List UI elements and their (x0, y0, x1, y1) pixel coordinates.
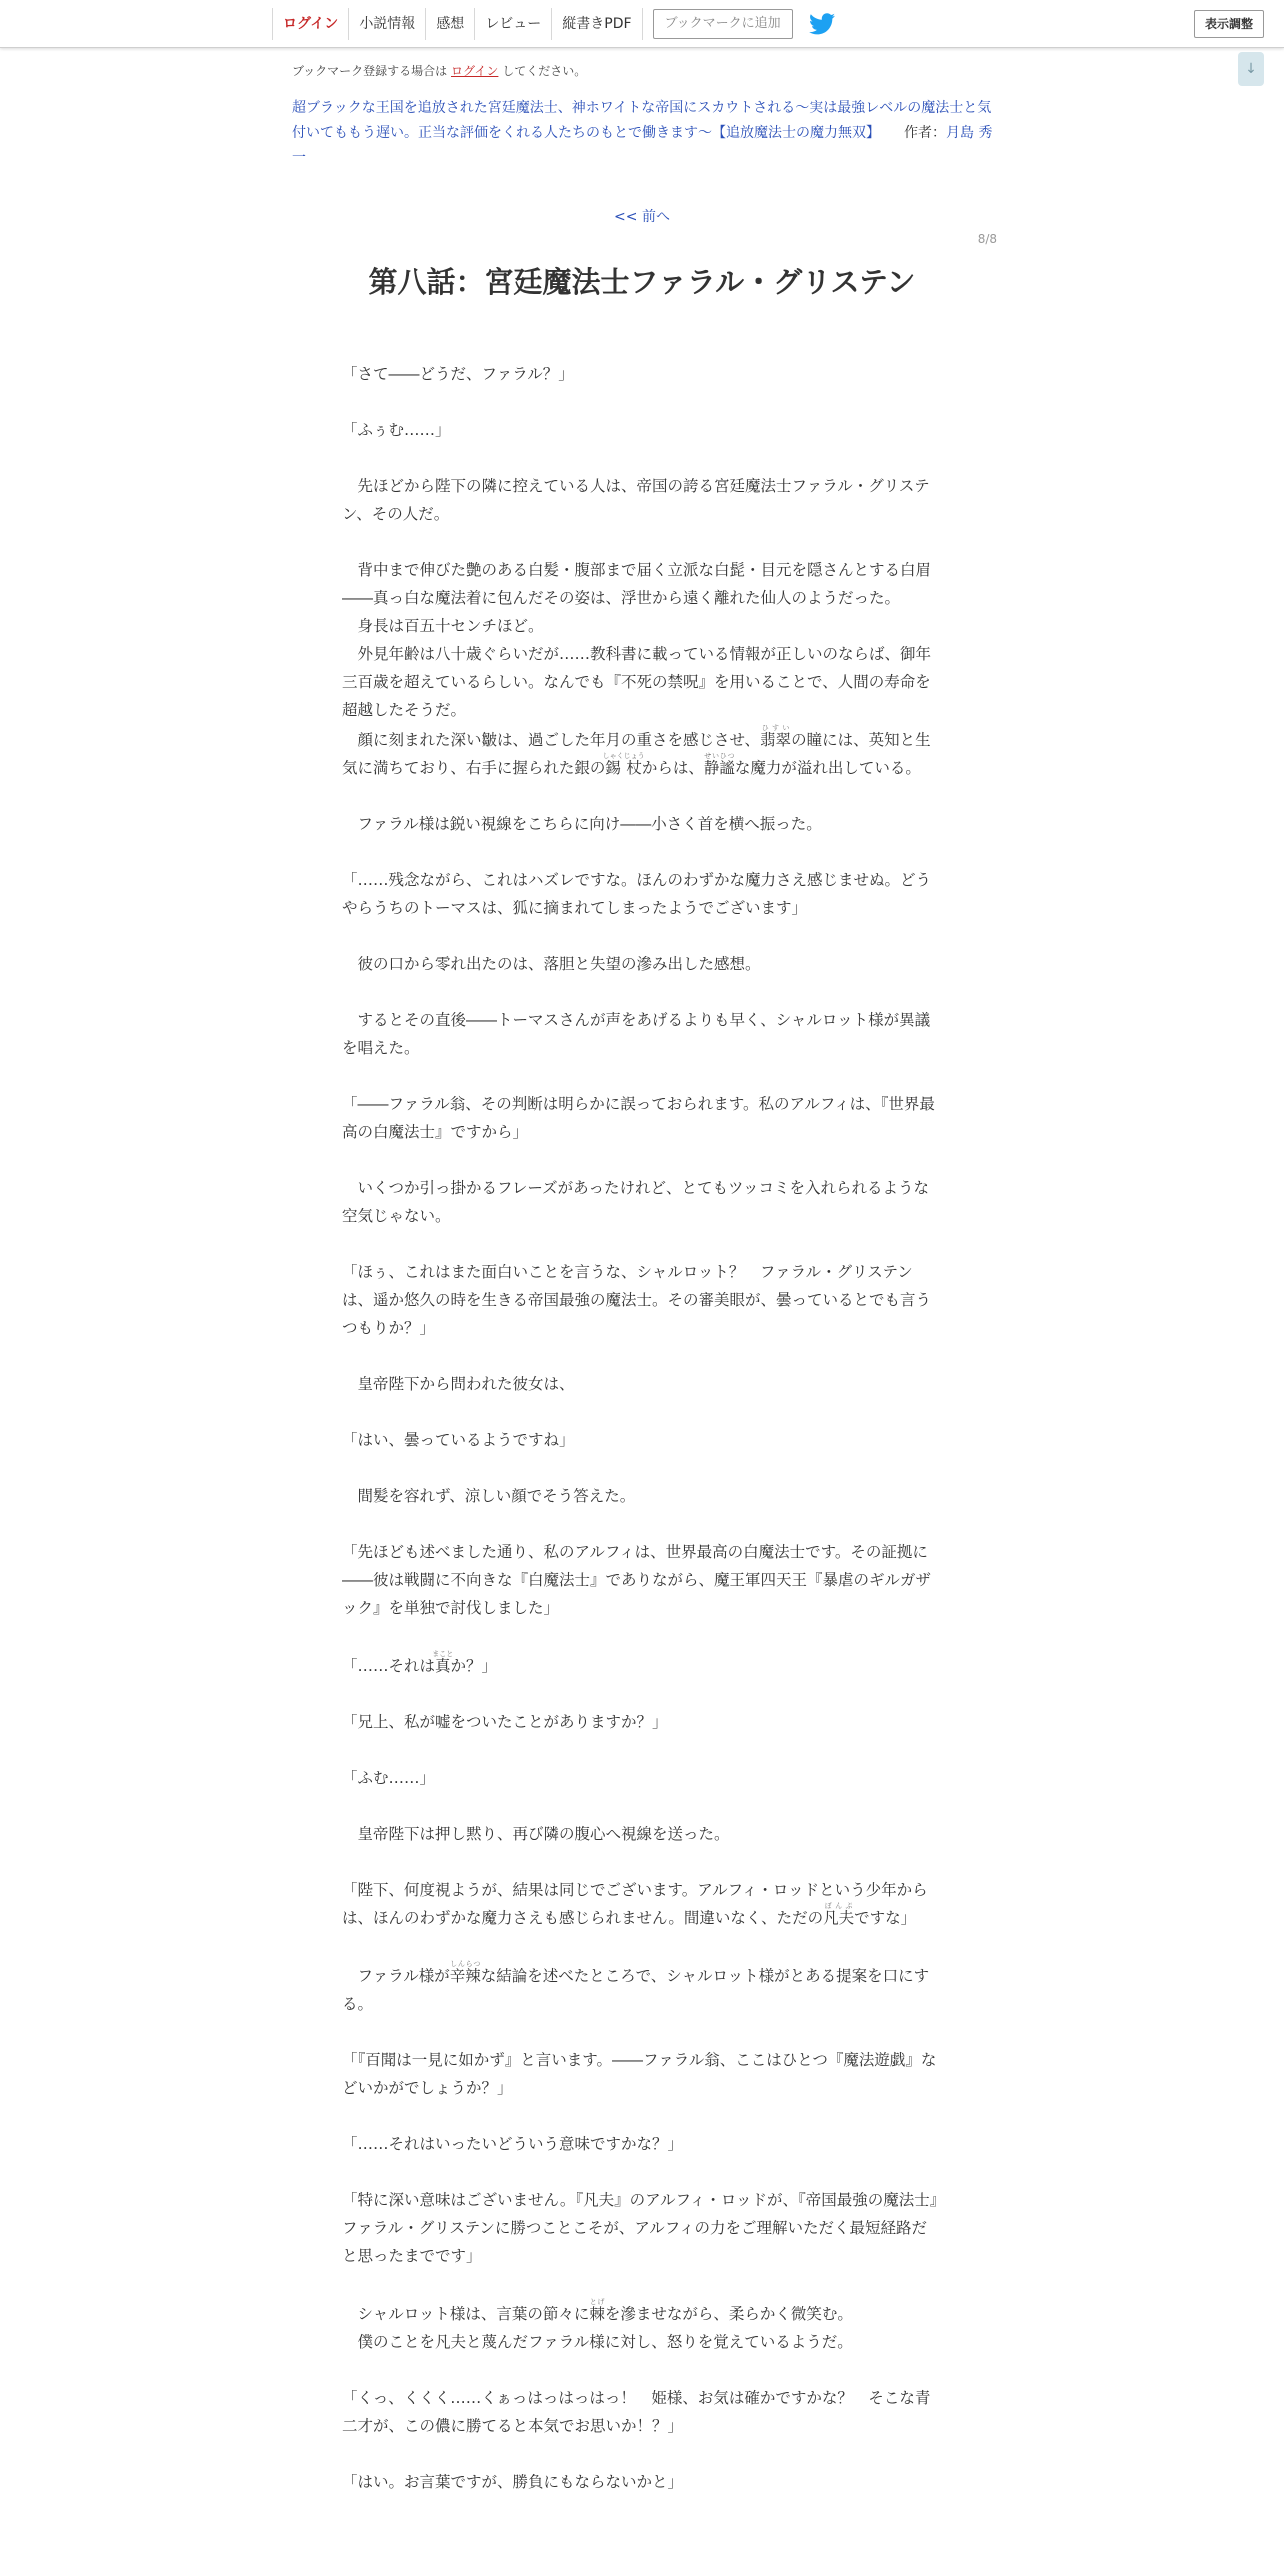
text-line: 「はい、曇っているようですね」 (342, 1431, 575, 1449)
text-line: 彼の口から零れ出たのは、落胆と失望の滲み出した感想。 (342, 955, 761, 973)
blank-line (342, 1680, 942, 1708)
blank-line (342, 528, 942, 556)
ruby-word (703, 752, 735, 777)
blank-line (342, 2102, 942, 2130)
ruby-base: 辛辣 (449, 1967, 481, 1985)
ruby-base: 錫杖 (602, 759, 645, 777)
blank-line (342, 388, 942, 416)
text-line: 「はい。お言葉ですが、勝負にもならないかと」 (342, 2473, 684, 2491)
text-line: 身長は百五十センチほど。 (342, 617, 544, 635)
text-line: 皇帝陛下から問われた彼女は、 (342, 1375, 575, 1393)
text-segment: な結論を述べたところで、シャルロット様がとある提案を口にする。 (342, 1967, 930, 2013)
text-segment: 顔に刻まれた深い皺は、過ごした年月の重さを感じさせ、 (342, 731, 761, 749)
text-segment: 「陛下、何度視ようが、結果は同じでございます。アルフィ・ロッドという少年からは、ほんのわずかな魔力さえも感じられません。間違いなく、ただの (342, 1881, 928, 1927)
ruby-reading: まこと (432, 1650, 454, 1658)
text-segment: ですな」 (854, 1909, 917, 1927)
ruby-word (823, 1902, 855, 1927)
text-line (342, 1650, 942, 1680)
text-line: 間髪を容れず、涼しい顔でそう答えた。 (342, 1487, 636, 1505)
text-line: 「兄上、私が嘘をついたことがありますか？」 (342, 1713, 668, 1731)
blank-line (342, 1342, 942, 1370)
ruby-base: 真 (432, 1657, 454, 1675)
text-line: 「ふぅむ……」 (342, 421, 451, 439)
text-line: 「『百聞は一見に如かず』と言います。――ファラル翁、ここはひとつ『魔法遊戯』などいかがでしょうか？」 (342, 2051, 937, 2097)
text-segment: の瞳には、英知と生気に満ちており、右手に握られた銀の (342, 731, 931, 777)
ruby-word (760, 724, 792, 749)
ruby-reading: ぼんぷ (823, 1902, 855, 1910)
top-navigation-bar (0, 0, 1284, 48)
ruby-base: 凡夫 (823, 1909, 855, 1927)
blank-line (342, 1736, 942, 1764)
ruby-reading: ひすい (760, 724, 792, 732)
nav-vertical-pdf-link[interactable]: 縦書きPDF (552, 8, 642, 40)
nav-review-link[interactable]: レビュー (475, 8, 552, 40)
blank-line (342, 1146, 942, 1174)
text-segment: な魔力が溢れ出している。 (734, 759, 921, 777)
display-settings-button[interactable]: 表示調整 (1194, 10, 1264, 38)
text-segment: 「……それは (342, 1657, 436, 1675)
text-segment: か？」 (450, 1657, 498, 1675)
author-name-link[interactable]: 月島 秀一 (292, 125, 993, 166)
text-line (342, 1960, 942, 2018)
text-line: ファラル様は鋭い視線をこちらに向け――小さく首を横へ振った。 (342, 815, 822, 833)
text-line: 先ほどから陛下の隣に控えている人は、帝国の誇る宮廷魔法士ファラル・グリステン、その人だ。 (342, 477, 930, 523)
text-line: するとその直後――トーマスさんが声をあげるよりも早く、シャルロット様が異議を唱えた。 (342, 1011, 931, 1057)
chapter-title: 第八話：宮廷魔法士ファラル・グリステン (368, 265, 916, 299)
bookmark-note-suffix: してください。 (502, 64, 587, 78)
ruby-base: 静謐 (703, 759, 735, 777)
ruby-base: 翡翠 (760, 731, 792, 749)
prev-page-link (0, 206, 1284, 226)
ruby-reading: せいひつ (703, 752, 735, 760)
prev-link-text[interactable]: << 前へ (614, 209, 670, 225)
text-line: 「……それはいったいどういう意味ですかな？」 (342, 2135, 684, 2153)
blank-line (342, 1932, 942, 1960)
ruby-word (432, 1650, 454, 1675)
ruby-word (602, 752, 645, 777)
bookmark-login-note (292, 62, 586, 79)
nav-novel-info-link[interactable]: 小説情報 (349, 8, 426, 40)
bookmark-add-button[interactable]: ブックマークに追加 (653, 9, 793, 39)
text-line: いくつか引っ掛かるフレーズがあったけれど、とてもツッコミを入れられるような空気じゃない。 (342, 1179, 929, 1225)
text-line (342, 1876, 942, 1932)
blank-line (342, 1230, 942, 1258)
blank-line (342, 838, 942, 866)
blank-line (342, 444, 942, 472)
ruby-reading: とげ (589, 2298, 605, 2306)
main-nav (272, 8, 835, 40)
scroll-down-icon[interactable]: ↓ (1238, 52, 1264, 86)
ruby-word (449, 1960, 481, 1985)
text-line: 「くっ、くくく……くぁっはっはっはっ！ 姫様、お気は確かですかな？ そこな青二才が、この儂に勝てると本気でお思いか！？」 (342, 2389, 931, 2435)
blank-line (342, 1792, 942, 1820)
blank-line (342, 2270, 942, 2298)
blank-line (342, 1848, 942, 1876)
text-segment: シャルロット様は、言葉の節々に (342, 2305, 590, 2323)
blank-line (342, 978, 942, 1006)
text-segment: ファラル様が (342, 1967, 450, 1985)
bookmark-note-login-link[interactable]: ログイン (451, 64, 499, 78)
ruby-base: 棘 (589, 2305, 605, 2323)
page-number: 8/8 (977, 232, 997, 246)
ruby-reading: しんらつ (449, 1960, 481, 1968)
series-title-link[interactable]: 超ブラックな王国を追放された宮廷魔法士、神ホワイトな帝国にスカウトされる～実は最強レベルの魔法士と気付いてももう遅い。正当な評価をくれる人たちのもとで働きます～【追放魔法士の魔力無双】 (292, 100, 992, 141)
text-line: 「先ほども述べました通り、私のアルフィは、世界最高の白魔法士です。その証拠に――彼は戦闘に不向きな『白魔法士』でありながら、魔王軍四天王『暴虐のギルガザック』を単独で討伐しました」 (342, 1543, 931, 1617)
blank-line (342, 782, 942, 810)
author-label: 作者： (904, 125, 946, 141)
text-line: 僕のことを凡夫と蔑んだファラル様に対し、怒りを覚えているようだ。 (342, 2333, 853, 2351)
text-line: 「――ファラル翁、その判断は明らかに誤っておられます。私のアルフィは、『世界最高の白魔法士』ですから」 (342, 1095, 935, 1141)
text-line (342, 724, 942, 782)
text-segment: を滲ませながら、柔らかく微笑む。 (604, 2305, 853, 2323)
text-line: 皇帝陛下は押し黙り、再び隣の腹心へ視線を送った。 (342, 1825, 730, 1843)
blank-line (342, 922, 942, 950)
ruby-word (589, 2298, 605, 2323)
text-line (342, 2298, 942, 2328)
blank-line (342, 1398, 942, 1426)
blank-line (342, 1510, 942, 1538)
text-line: 「……残念ながら、これはハズレですな。ほんのわずかな魔力さえ感じませぬ。どうやらうちのトーマスは、狐に摘まれてしまったようでございます」 (342, 871, 932, 917)
text-line: 背中まで伸びた艶のある白髪・腹部まで届く立派な白髭・目元を隠さんとする白眉――真っ白な魔法着に包んだその姿は、浮世から遠く離れた仙人のようだった。 (342, 561, 932, 607)
novel-body (342, 360, 942, 2496)
blank-line (342, 2018, 942, 2046)
series-info (292, 96, 994, 171)
blank-line (342, 1454, 942, 1482)
text-line: 外見年齢は八十歳ぐらいだが……教科書に載っている情報が正しいのならば、御年三百歳を超えているらしい。なんでも『不死の禁呪』を用いることで、人間の寿命を超越したそうだ。 (342, 645, 932, 719)
nav-impressions-link[interactable]: 感想 (426, 8, 475, 40)
bookmark-note-prefix: ブックマーク登録する場合は (292, 64, 448, 78)
text-line: 「ふむ……」 (342, 1769, 436, 1787)
nav-login-link[interactable]: ログイン (272, 8, 349, 40)
blank-line (342, 1622, 942, 1650)
ruby-reading: しゃくじょう (602, 752, 645, 760)
twitter-bird-icon[interactable] (809, 13, 835, 35)
text-line: 「特に深い意味はございません。『凡夫』のアルフィ・ロッドが、『帝国最強の魔法士』ファラル・グリステンに勝つことこそが、アルフィの力をご理解いただく最短経路だと思ったまでです」 (342, 2191, 938, 2265)
blank-line (342, 2158, 942, 2186)
blank-line (342, 2440, 942, 2468)
text-line: 「さて――どうだ、ファラル？」 (342, 365, 574, 383)
blank-line (342, 2356, 942, 2384)
text-line: 「ほぅ、これはまた面白いことを言うな、シャルロット？ ファラル・グリステンは、遥か悠久の時を生きる帝国最強の魔法士。その審美眼が、曇っているとでも言うつもりか？」 (342, 1263, 932, 1337)
blank-line (342, 1062, 942, 1090)
text-segment: からは、 (641, 759, 704, 777)
